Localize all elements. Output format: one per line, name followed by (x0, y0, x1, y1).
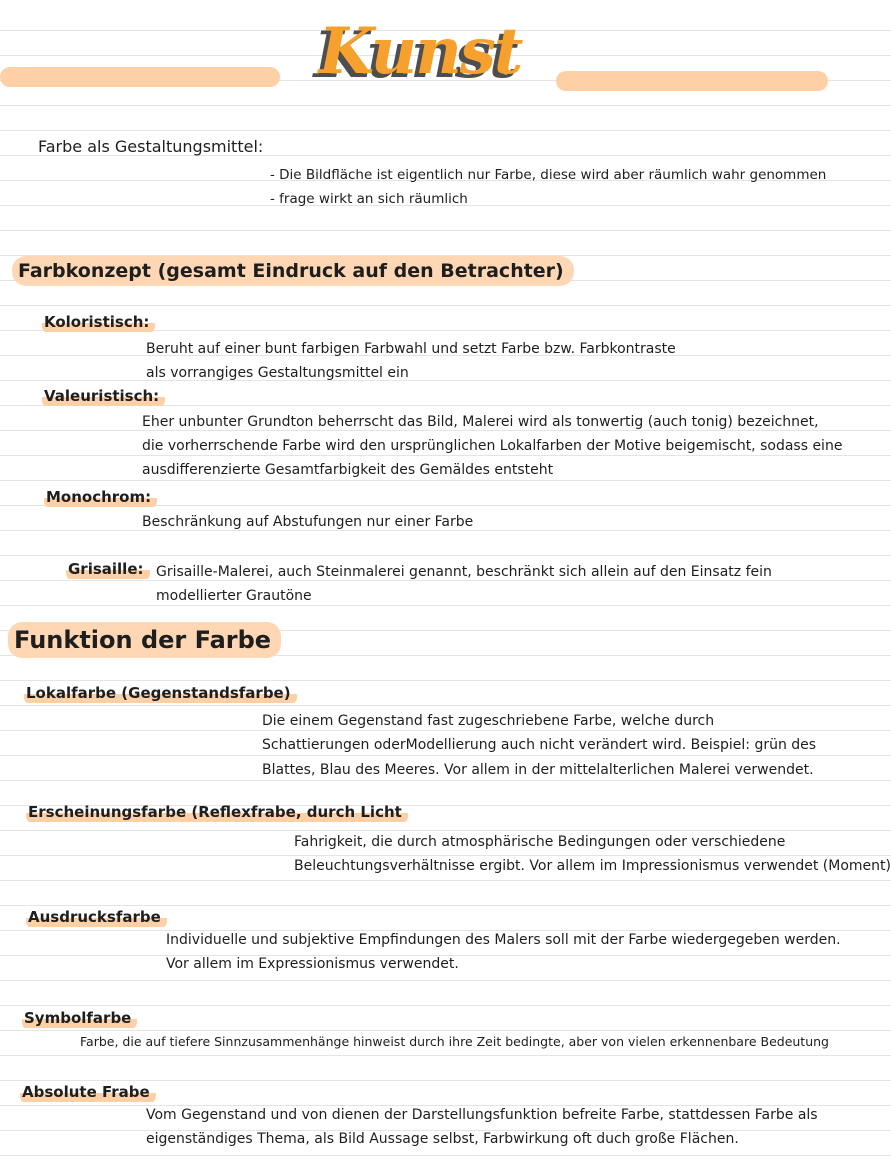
koloristisch-line: als vorrangiges Gestaltungsmittel ein (146, 365, 409, 381)
symbolfarbe-label: Symbolfarbe (22, 1006, 137, 1030)
absolute-farbe-line: Vom Gegenstand und von dienen der Darstellungsfunktion befreite Farbe, stattdessen Farbe als (146, 1107, 818, 1123)
symbolfarbe-line: Farbe, die auf tiefere Sinnzusammenhänge hinweist durch ihre Zeit bedingte, aber von vielen erkennenbare Bedeutung (80, 1034, 829, 1049)
lokalfarbe-line: Die einem Gegenstand fast zugeschriebene Farbe, welche durch (262, 713, 715, 729)
lokalfarbe-line: Schattierungen oderModellierung auch nicht verändert wird. Beispiel: grün des (262, 737, 817, 753)
lokalfarbe-line: Blattes, Blau des Meeres. Vor allem in der mittelalterlichen Malerei verwendet. (262, 762, 814, 778)
valeuristisch-label: Valeuristisch: (42, 384, 165, 408)
valeuristisch-line: die vorherrschende Farbe wird den ursprünglichen Lokalfarben der Motive beigemischt, sodass eine (142, 438, 843, 454)
farbkonzept-heading: Farbkonzept (gesamt Eindruck auf den Betrachter) (12, 256, 574, 286)
absolute-farbe-line: eigenständiges Thema, als Bild Aussage selbst, Farbwirkung oft duch große Flächen. (146, 1131, 739, 1147)
valeuristisch-line: ausdifferenzierte Gesamtfarbigkeit des Gemäldes entsteht (142, 462, 554, 478)
intro-line: - Die Bildfläche ist eigentlich nur Farbe, diese wird aber räumlich wahr genommen (270, 167, 827, 183)
erscheinungsfarbe-line: Beleuchtungsverhältnisse ergibt. Vor allem im Impressionismus verwendet (Moment) (294, 858, 891, 874)
erscheinungsfarbe-line: Fahrigkeit, die durch atmosphärische Bedingungen oder verschiedene (294, 834, 786, 850)
header-stripe-left (0, 67, 280, 87)
ausdrucksfarbe-label: Ausdrucksfarbe (26, 905, 167, 929)
intro-label: Farbe als Gestaltungsmittel: (38, 137, 264, 156)
erscheinungsfarbe-label: Erscheinungsfarbe (Reflexfrabe, durch Licht (26, 800, 408, 824)
koloristisch-label: Koloristisch: (42, 310, 155, 334)
header-stripe-right (556, 71, 828, 91)
page-title: Kunst (318, 14, 522, 89)
ausdrucksfarbe-line: Individuelle und subjektive Empfindungen des Malers soll mit der Farbe wiedergegeben werden. (166, 932, 841, 948)
monochrom-line: Beschränkung auf Abstufungen nur einer Farbe (142, 514, 474, 530)
monochrom-label: Monochrom: (44, 485, 157, 509)
lokalfarbe-label: Lokalfarbe (Gegenstandsfarbe) (24, 681, 297, 705)
intro-line: - frage wirkt an sich räumlich (270, 191, 468, 207)
grisaille-label: Grisaille: (66, 557, 150, 581)
ausdrucksfarbe-line: Vor allem im Expressionismus verwendet. (166, 956, 459, 972)
valeuristisch-line: Eher unbunter Grundton beherrscht das Bild, Malerei wird als tonwertig (auch tonig) bezeichnet, (142, 414, 819, 430)
grisaille-line: modellierter Grautöne (156, 588, 312, 604)
koloristisch-line: Beruht auf einer bunt farbigen Farbwahl und setzt Farbe bzw. Farbkontraste (146, 341, 676, 357)
grisaille-line: Grisaille-Malerei, auch Steinmalerei genannt, beschränkt sich allein auf den Einsatz fein (156, 564, 772, 580)
absolute-farbe-label: Absolute Frabe (20, 1080, 156, 1104)
funktion-heading: Funktion der Farbe (8, 622, 281, 658)
